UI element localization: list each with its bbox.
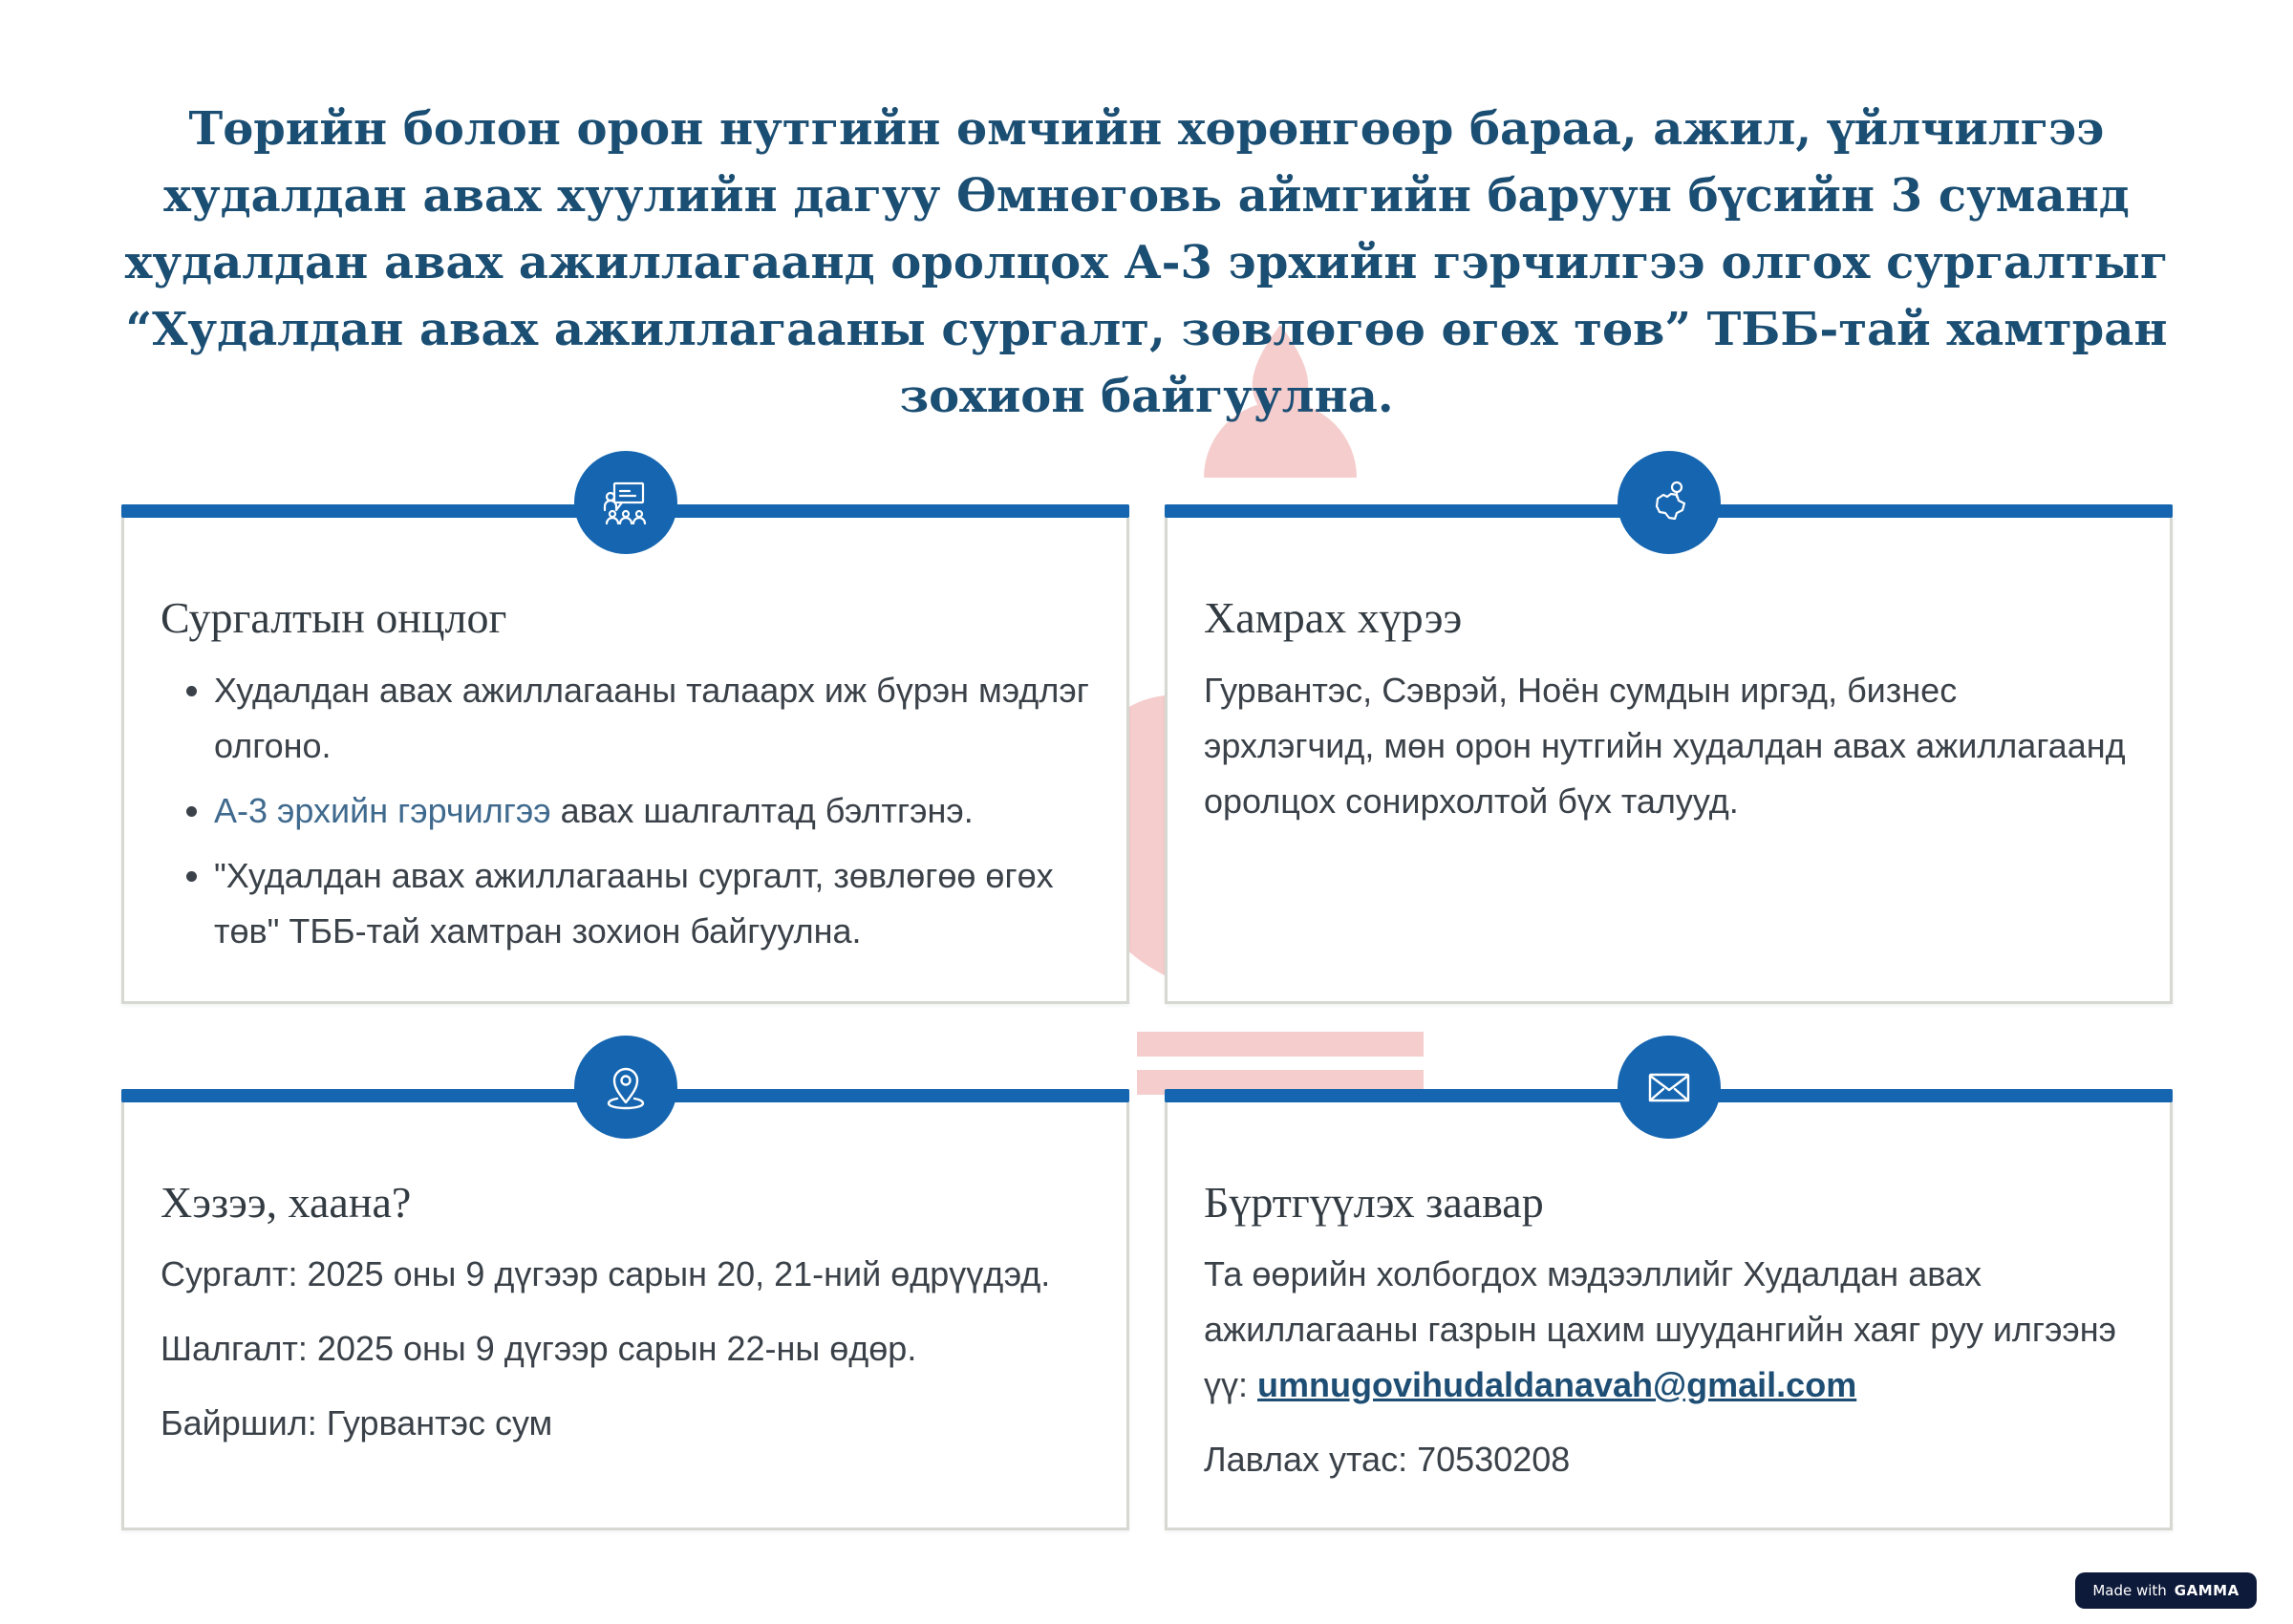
made-with-label: Made with — [2092, 1582, 2167, 1599]
location-line: Байршил: Гурвантэс сум — [161, 1403, 553, 1442]
envelope-icon — [1644, 1062, 1694, 1112]
scope-text: Гурвантэс, Сэврэй, Ноён сумдын иргэд, бизнес эрхлэгчид, мөн орон нутгийн худалдан авах ажиллагаанд оролцох сонирхолтой бүх талууд. — [1204, 671, 2126, 821]
page-title — [115, 96, 2178, 430]
card-training-focus — [121, 504, 1129, 1004]
highlight-text: А-3 эрхийн гэрчилгээ — [214, 791, 551, 830]
card-title: Сургалтын онцлог — [161, 593, 507, 642]
feature-list — [161, 663, 1092, 959]
title-line-4: “Худалдан авах ажиллагааны сургалт, зөвлөгөө өгөх төв” ТББ-тай хамтран — [125, 303, 2168, 356]
list-item: • Худалдан авах ажиллагааны талаарх иж бүрэн мэдлэг олгоно. — [214, 663, 1092, 774]
card-badge — [1618, 451, 1721, 554]
list-item-text: авах шалгалтад бэлтгэнэ. — [550, 791, 974, 830]
list-item — [214, 783, 1092, 839]
card-scope — [1165, 504, 2173, 1004]
list-item: • "Худалдан авах ажиллагааны сургалт, зөвлөгөө өгөх төв" ТББ-тай хамтран зохион байгуулна. — [214, 848, 1092, 959]
phone-line: Лавлах утас: 70530208 — [1204, 1440, 1571, 1479]
card-title: Хэзээ, хаана? — [161, 1178, 412, 1227]
training-date-line: Сургалт: 2025 оны 9 дүгээр сарын 20, 21-ний өдрүүдэд. — [161, 1254, 1051, 1293]
title-line-2: худалдан авах хуулийн дагуу Өмнөговь аймгийн баруун бүсийн 3 суманд — [163, 169, 2130, 223]
card-when-where — [121, 1089, 1129, 1530]
card-title: Хамрах хүрээ — [1204, 593, 1463, 642]
exam-date-line: Шалгалт: 2025 оны 9 дүгээр сарын 22-ны өдөр. — [161, 1329, 917, 1368]
card-body — [1204, 663, 2135, 848]
title-line-1: Төрийн болон орон нутгийн өмчийн хөрөнгөөр бараа, ажил, үйлчилгээ — [188, 102, 2105, 156]
email-link[interactable]: umnugovihudaldanavah@gmail.com — [1257, 1365, 1857, 1404]
gamma-logo: GAMMA — [2174, 1582, 2239, 1599]
card-badge — [574, 1036, 677, 1139]
card-title: Бүртгүүлэх заавар — [1204, 1178, 1544, 1227]
made-with-gamma-badge[interactable] — [2075, 1572, 2257, 1609]
instruction-text: Та өөрийн холбогдох мэдээллийг Худалдан авах ажиллагааны газрын цахим шуудангийн хаяг руу илгээнэ үү: — [1204, 1254, 2117, 1404]
card-body — [161, 1247, 1092, 1470]
location-pin-icon — [601, 1062, 651, 1112]
title-line-5: зохион байгуулна. — [899, 370, 1394, 423]
title-line-3: худалдан авах ажиллагаанд оролцох А-3 эрхийн гэрчилгээ олгох сургалтыг — [124, 236, 2169, 289]
card-badge — [574, 451, 677, 554]
card-badge — [1618, 1036, 1721, 1139]
card-body — [161, 663, 1092, 969]
registration-instructions — [1204, 1247, 2135, 1413]
map-pin-region-icon — [1644, 478, 1694, 527]
presentation-icon — [601, 478, 651, 527]
card-body — [1204, 1247, 2135, 1506]
card-registration — [1165, 1089, 2173, 1530]
